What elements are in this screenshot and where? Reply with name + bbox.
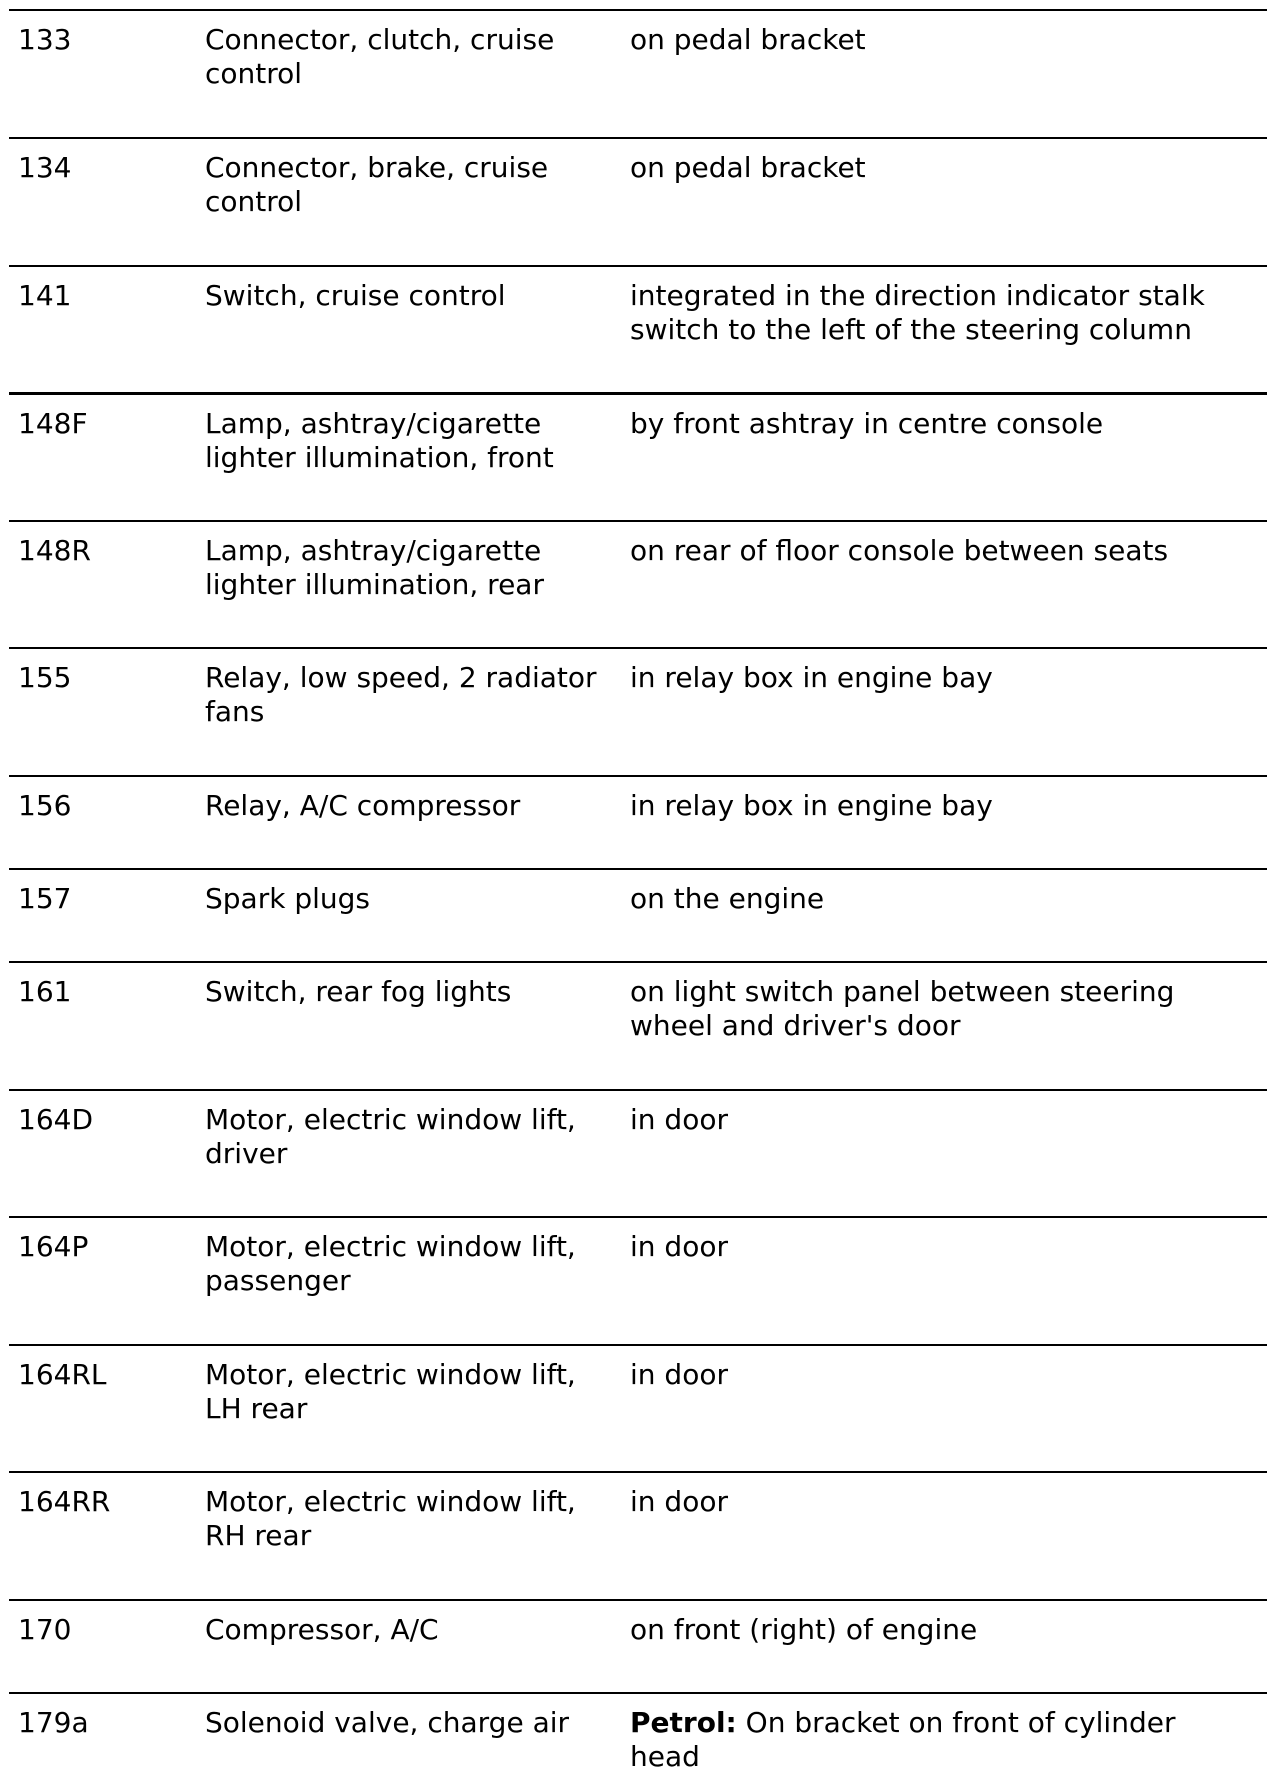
component-description: Spark plugs: [205, 882, 370, 915]
component-id: 164RL: [18, 1358, 107, 1391]
component-location-table: [9, 9, 1267, 1792]
component-location: in door: [630, 1230, 728, 1263]
component-location: on rear of floor console between seats: [630, 534, 1169, 567]
component-location: on pedal bracket: [630, 151, 866, 184]
component-id: 164P: [18, 1230, 89, 1263]
component-description: Relay, A/C compressor: [205, 789, 521, 822]
table-row: [9, 868, 1267, 961]
component-id: 155: [18, 661, 72, 694]
component-location: [630, 1706, 1260, 1774]
table-row: [9, 392, 1267, 520]
component-id: 161: [18, 975, 72, 1008]
component-location: in relay box in engine bay: [630, 789, 993, 822]
component-description: Compressor, A/C: [205, 1613, 439, 1646]
component-location: in door: [630, 1358, 728, 1391]
table-row: [9, 1599, 1267, 1692]
table-row: [9, 1692, 1267, 1792]
table-row: [9, 137, 1267, 265]
component-description: Lamp, ashtray/cigarette lighter illumination, front: [205, 407, 554, 474]
fuel-type-label: Petrol:: [630, 1706, 737, 1739]
component-location: in relay box in engine bay: [630, 661, 993, 694]
table-row: [9, 1344, 1267, 1471]
component-location: on front (right) of engine: [630, 1613, 978, 1646]
component-description: Lamp, ashtray/cigarette lighter illumination, rear: [205, 534, 544, 601]
component-location: on light switch panel between steering wheel and driver's door: [630, 975, 1175, 1042]
component-id: 133: [18, 23, 72, 56]
component-location: by front ashtray in centre console: [630, 407, 1104, 440]
table-row: [9, 647, 1267, 775]
component-id: 179a: [18, 1706, 89, 1739]
component-location: integrated in the direction indicator stalk switch to the left of the steering column: [630, 279, 1205, 346]
table-row: [9, 1089, 1267, 1216]
component-id: 156: [18, 789, 72, 822]
component-location: in door: [630, 1485, 728, 1518]
component-description: Connector, brake, cruise control: [205, 151, 549, 218]
table-row: [9, 1216, 1267, 1344]
location-text: On bracket on front of cylinder head: [630, 1706, 1176, 1773]
table-row: [9, 775, 1267, 868]
component-description: Relay, low speed, 2 radiator fans: [205, 661, 597, 728]
component-id: 134: [18, 151, 72, 184]
component-location: on the engine: [630, 882, 825, 915]
table-row: [9, 1471, 1267, 1599]
component-description: Switch, rear fog lights: [205, 975, 512, 1008]
table-row: [9, 520, 1267, 647]
component-id: 148F: [18, 407, 88, 440]
component-description: Motor, electric window lift, RH rear: [205, 1485, 576, 1552]
component-location: on pedal bracket: [630, 23, 866, 56]
component-description: Motor, electric window lift, passenger: [205, 1230, 576, 1297]
component-description: Motor, electric window lift, LH rear: [205, 1358, 576, 1425]
component-description: Motor, electric window lift, driver: [205, 1103, 576, 1170]
component-location: in door: [630, 1103, 728, 1136]
component-description: Solenoid valve, charge air: [205, 1706, 570, 1739]
component-id: 141: [18, 279, 72, 312]
table-row: [9, 961, 1267, 1089]
component-description: Switch, cruise control: [205, 279, 506, 312]
component-description: Connector, clutch, cruise control: [205, 23, 555, 90]
component-id: 157: [18, 882, 72, 915]
component-id: 148R: [18, 534, 91, 567]
table-row: [9, 9, 1267, 137]
component-id: 164RR: [18, 1485, 111, 1518]
component-id: 170: [18, 1613, 72, 1646]
component-id: 164D: [18, 1103, 94, 1136]
table-row: [9, 265, 1267, 392]
